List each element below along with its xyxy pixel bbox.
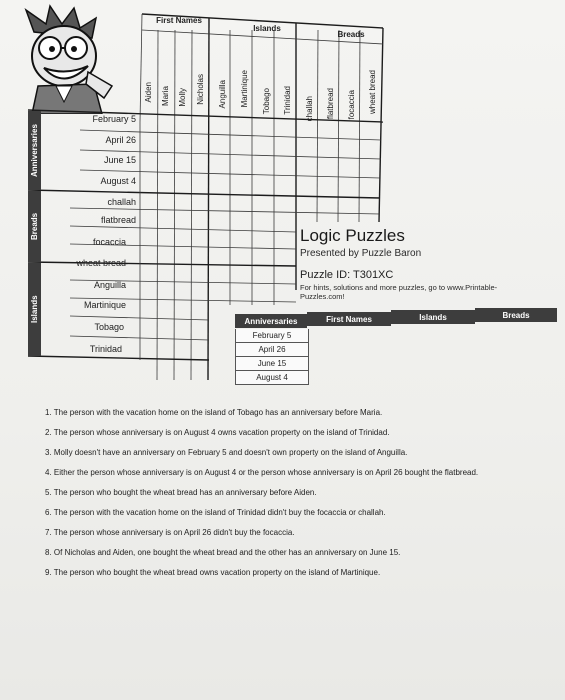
clue-8: 8. Of Nicholas and Aiden, one bought the wheat bread and the other has an anniversary on June 15. xyxy=(45,548,401,557)
clue-6: 6. The person with the vacation home on the island of Trinidad didn't buy the focaccia or challah. xyxy=(45,508,386,517)
row-label-flatbread: flatbread xyxy=(100,215,136,225)
clue-4: 4. Either the person whose anniversary is on August 4 or the person whose anniversary is on April 26 bought the flatbread. xyxy=(45,468,479,477)
row-label-focaccia: focaccia xyxy=(92,237,126,247)
puzzle-presenter: Presented by Puzzle Baron xyxy=(300,248,422,259)
col-label-flatbread: flatbread xyxy=(326,88,335,120)
row-label-aug4: August 4 xyxy=(100,176,136,186)
col-label-anguilla: Anguilla xyxy=(218,80,227,109)
clue-1: 1. The person with the vacation home on the island of Tobago has an anniversary before Maria. xyxy=(45,408,383,417)
side-tab-islands: Islands xyxy=(28,263,41,356)
col-label-nicholas: Nicholas xyxy=(196,74,205,105)
side-tab-breads: Breads xyxy=(28,191,41,262)
row-label-feb5: February 5 xyxy=(92,114,136,124)
puzzle-title: Logic Puzzles xyxy=(300,226,405,245)
answer-header-first-names: First Names xyxy=(307,312,391,326)
col-label-wheat-bread: wheat bread xyxy=(368,70,377,115)
col-label-aiden: Aiden xyxy=(144,82,153,103)
clue-7: 7. The person whose anniversary is on April 26 didn't buy the focaccia. xyxy=(45,528,295,537)
group-header-islands: Islands xyxy=(253,24,281,33)
puzzle-id: Puzzle ID: T301XC xyxy=(300,269,394,281)
puzzle-hint: For hints, solutions and more puzzles, go to www.Printable-Puzzles.com! xyxy=(300,283,498,301)
answer-header-breads: Breads xyxy=(475,308,557,322)
col-label-challah: challah xyxy=(305,96,314,122)
clue-list xyxy=(45,408,515,588)
col-label-tobago: Tobago xyxy=(262,88,271,115)
row-label-trinidad: Trinidad xyxy=(89,344,122,354)
row-label-apr26: April 26 xyxy=(105,135,136,145)
side-tab-anniversaries: Anniversaries xyxy=(28,111,41,190)
col-label-martinique: Martinique xyxy=(240,70,249,108)
title-block xyxy=(300,226,500,301)
answer-row-feb5: February 5 xyxy=(235,329,309,343)
col-label-maria: Maria xyxy=(161,86,170,107)
answer-header-anniversaries: Anniversaries xyxy=(235,314,307,328)
row-label-jun15: June 15 xyxy=(103,155,136,165)
answer-row-apr26: April 26 xyxy=(235,343,309,357)
row-label-anguilla: Anguilla xyxy=(93,280,126,290)
clue-3: 3. Molly doesn't have an anniversary on February 5 and doesn't own property on the island of Anguilla. xyxy=(45,448,408,457)
answer-row-jun15: June 15 xyxy=(235,357,309,371)
row-label-martinique: Martinique xyxy=(83,300,126,310)
col-label-trinidad: Trinidad xyxy=(283,86,292,115)
answer-header-islands: Islands xyxy=(391,310,475,324)
row-label-wheat-bread: wheat bread xyxy=(76,258,126,268)
row-label-tobago: Tobago xyxy=(94,322,124,332)
clue-2: 2. The person whose anniversary is on August 4 owns vacation property on the island of Trinidad. xyxy=(45,428,390,437)
row-label-challah: challah xyxy=(107,197,136,207)
answer-row-aug4: August 4 xyxy=(235,371,309,385)
clue-9: 9. The person who bought the wheat bread owns vacation property on the island of Martinique. xyxy=(45,568,381,577)
col-label-focaccia: focaccia xyxy=(347,90,356,120)
col-label-molly: Molly xyxy=(178,88,187,107)
clue-5: 5. The person who bought the wheat bread has an anniversary before Aiden. xyxy=(45,488,317,497)
group-header-first-names: First Names xyxy=(156,16,202,25)
group-header-breads: Breads xyxy=(337,30,365,39)
